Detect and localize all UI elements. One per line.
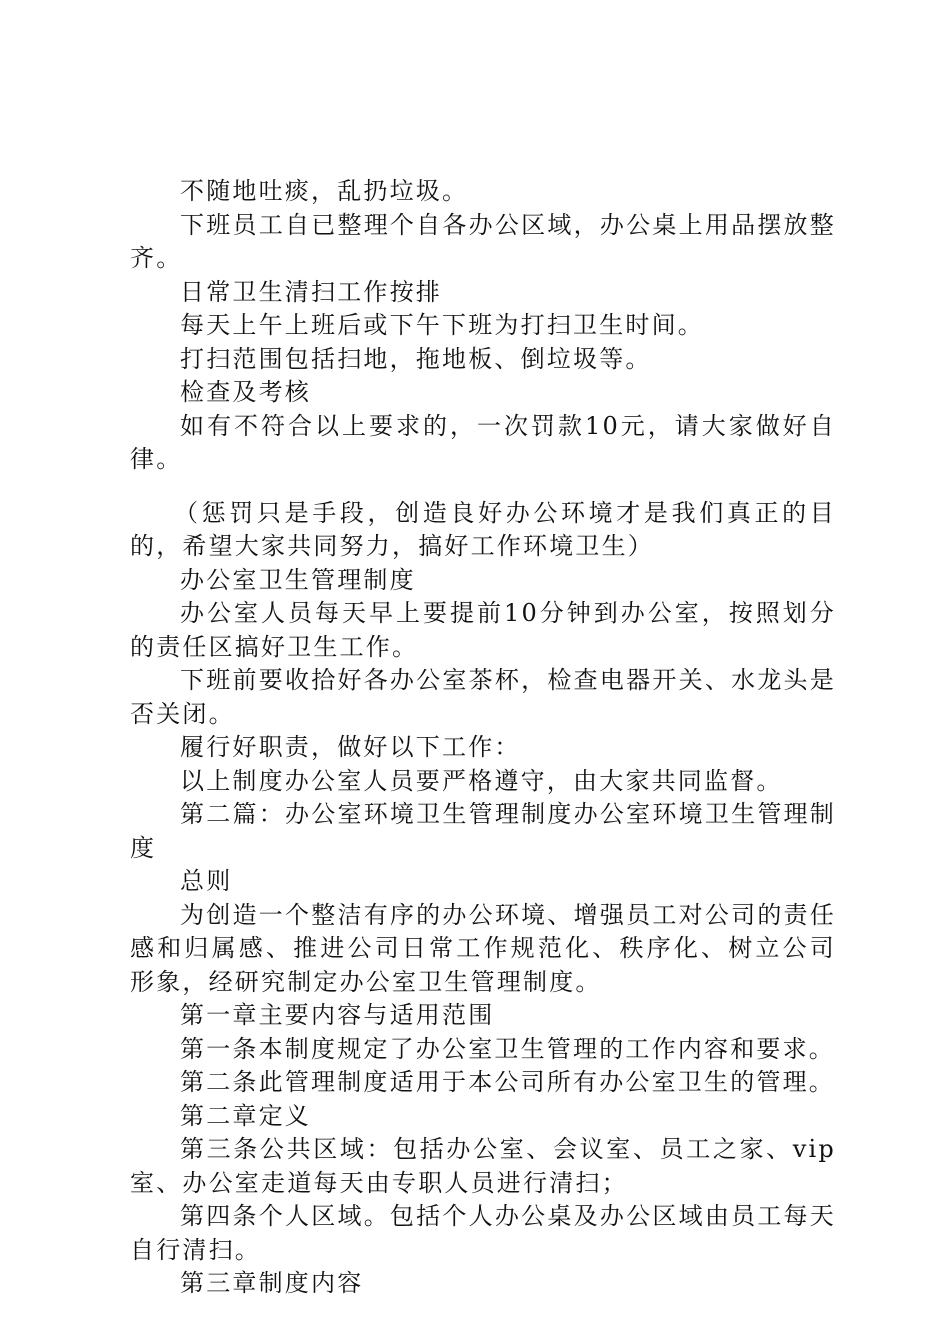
chapter-heading: 第二章定义 <box>180 1101 311 1130</box>
article: 第四条个人区域。包括个人办公桌及办公区域由员工每天自行清扫。 <box>130 1202 836 1264</box>
paragraph: 如有不符合以上要求的，一次罚款10元，请大家做好自律。 <box>130 411 836 473</box>
chapter-heading: 第一章主要内容与适用范围 <box>180 1001 495 1029</box>
paragraph: 日常卫生清扫工作按排 <box>180 277 442 306</box>
paragraph: 打扫范围包括扫地，拖地板、倒垃圾等。 <box>180 344 652 373</box>
paragraph: 办公室人员每天早上要提前10分钟到办公室，按照划分的责任区搞好卫生工作。 <box>130 599 836 661</box>
paragraph: 为创造一个整洁有序的办公环境、增强员工对公司的责任感和归属感、推进公司日常工作规范化、秩序化、树立公司形象，经研究制定办公室卫生管理制度。 <box>130 900 836 996</box>
paragraph: 履行好职责，做好以下工作： <box>180 733 521 761</box>
article: 第一条本制度规定了办公室卫生管理的工作内容和要求。 <box>180 1034 835 1063</box>
paragraph: 以上制度办公室人员要严格遵守，由大家共同监督。 <box>180 766 783 795</box>
section-heading: 总则 <box>180 867 233 895</box>
paragraph: 下班员工自已整理个自各办公区域，办公桌上用品摆放整齐。 <box>130 210 836 272</box>
paragraph: （惩罚只是手段，创造良好办公环境才是我们真正的目的，希望大家共同努力，搞好工作环境卫生） <box>130 498 836 560</box>
blank-line <box>130 477 836 497</box>
section-heading: 检查及考核 <box>180 378 311 406</box>
paragraph: 下班前要收拾好各办公室茶杯，检查电器开关、水龙头是否关闭。 <box>130 666 836 728</box>
article: 第二条此管理制度适用于本公司所有办公室卫生的管理。 <box>180 1068 835 1096</box>
article: 第三条公共区域：包括办公室、会议室、员工之家、vip室、办公室走道每天由专职人员进行清扫； <box>130 1135 836 1197</box>
paragraph: 每天上午上班后或下午下班为打扫卫生时间。 <box>180 311 704 339</box>
chapter-heading: 第三章制度内容 <box>180 1269 364 1297</box>
document-body <box>130 175 836 1301</box>
section-heading: 第二篇：办公室环境卫生管理制度办公室环境卫生管理制度 <box>130 800 836 862</box>
paragraph: 不随地吐痰，乱扔垃圾。 <box>180 177 469 205</box>
section-heading: 办公室卫生管理制度 <box>180 565 416 594</box>
